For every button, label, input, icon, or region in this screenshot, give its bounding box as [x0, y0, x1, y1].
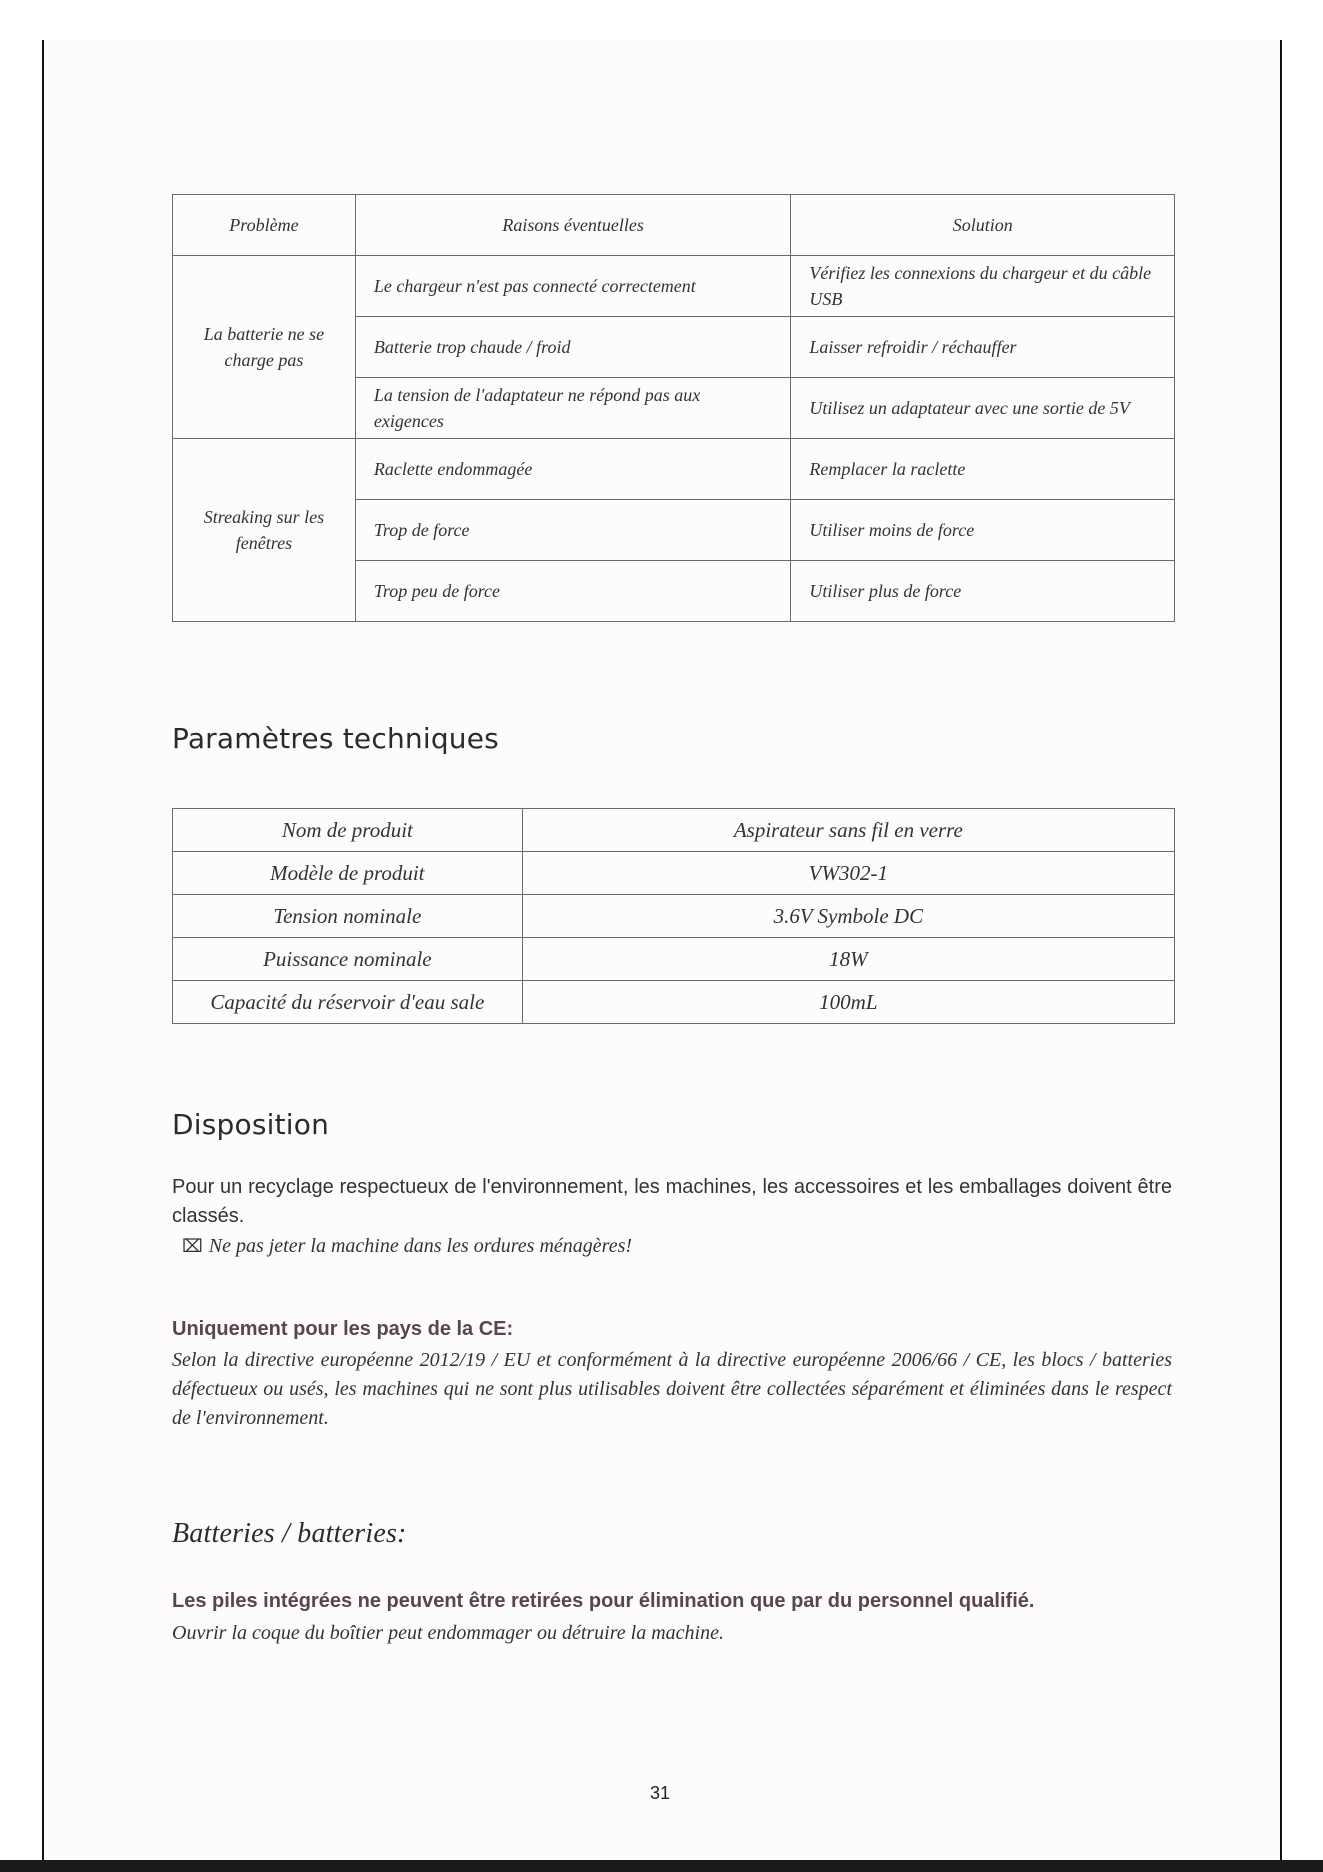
- crossed-bin-icon: ⌧: [182, 1236, 203, 1256]
- page-number: 31: [649, 1783, 671, 1803]
- table-row: [173, 809, 1175, 852]
- reason-cell: Raclette endommagée: [355, 439, 791, 500]
- header-problem: Problème: [173, 195, 356, 256]
- disposition-warning: [182, 1232, 1185, 1261]
- spec-value: VW302-1: [522, 852, 1174, 895]
- solution-cell: Utilisez un adaptateur avec une sortie de 5V: [791, 378, 1175, 439]
- section-batteries: [172, 1518, 1175, 1550]
- eu-paragraph: Selon la directive européenne 2012/19 / EU et conformément à la directive européenne 2006/66 / CE, les blocs / batteries défectueux ou usés, les machines qui ne sont plus utilisables doivent être collectées séparément et éliminées dans le respect de l'environnement.: [172, 1349, 1172, 1429]
- table-row: [173, 439, 1175, 500]
- table-row: [173, 938, 1175, 981]
- solution-cell: Vérifiez les connexions du chargeur et du câble USB: [791, 256, 1175, 317]
- spec-value: 18W: [522, 938, 1174, 981]
- problem-cell: Streaking sur les fenêtres: [173, 439, 356, 622]
- header-reasons: Raisons éventuelles: [355, 195, 791, 256]
- eu-heading: Uniquement pour les pays de la CE:: [172, 1318, 514, 1340]
- spec-value: Aspirateur sans fil en verre: [522, 809, 1174, 852]
- table-row: [173, 256, 1175, 317]
- batteries-warning-bold: Les piles intégrées ne peuvent être retirées pour élimination que par du personnel qualifié.: [172, 1590, 1035, 1612]
- spec-label: Puissance nominale: [173, 938, 523, 981]
- section-tech-params: [172, 722, 1175, 755]
- reason-cell: Trop de force: [355, 500, 791, 561]
- reason-cell: Trop peu de force: [355, 561, 791, 622]
- solution-cell: Utiliser plus de force: [791, 561, 1175, 622]
- header-solution: Solution: [791, 195, 1175, 256]
- solution-cell: Laisser refroidir / réchauffer: [791, 317, 1175, 378]
- spec-label: Capacité du réservoir d'eau sale: [173, 981, 523, 1024]
- troubleshooting-table: [172, 194, 1175, 622]
- solution-cell: Remplacer la raclette: [791, 439, 1175, 500]
- table-row: [173, 981, 1175, 1024]
- reason-cell: La tension de l'adaptateur ne répond pas aux exigences: [355, 378, 791, 439]
- batteries-paragraph: Ouvrir la coque du boîtier peut endommager ou détruire la machine.: [172, 1622, 724, 1644]
- tech-params-title: Paramètres techniques: [172, 722, 499, 755]
- problem-cell: La batterie ne se charge pas: [173, 256, 356, 439]
- warning-text: Ne pas jeter la machine dans les ordures ménagères!: [208, 1235, 633, 1257]
- table-header-row: [173, 195, 1175, 256]
- table-row: [173, 852, 1175, 895]
- reason-cell: Batterie trop chaude / froid: [355, 317, 791, 378]
- disposition-paragraph: Pour un recyclage respectueux de l'environnement, les machines, les accessoires et les emballages doivent être classés.: [172, 1176, 1172, 1227]
- disposition-title: Disposition: [172, 1108, 330, 1141]
- spec-label: Tension nominale: [173, 895, 523, 938]
- solution-cell: Utiliser moins de force: [791, 500, 1175, 561]
- bottom-edge: [0, 1860, 1323, 1872]
- table-row: [173, 895, 1175, 938]
- specs-table-container: [172, 808, 1175, 1024]
- spec-label: Modèle de produit: [173, 852, 523, 895]
- right-border-line: [1280, 40, 1282, 1872]
- section-disposition: [172, 1108, 1175, 1141]
- left-border-line: [42, 40, 44, 1872]
- specs-table: [172, 808, 1175, 1024]
- spec-value: 3.6V Symbole DC: [522, 895, 1174, 938]
- troubleshooting-table-container: [172, 194, 1175, 622]
- batteries-title: Batteries / batteries:: [172, 1518, 407, 1549]
- reason-cell: Le chargeur n'est pas connecté correctement: [355, 256, 791, 317]
- spec-value: 100mL: [522, 981, 1174, 1024]
- spec-label: Nom de produit: [173, 809, 523, 852]
